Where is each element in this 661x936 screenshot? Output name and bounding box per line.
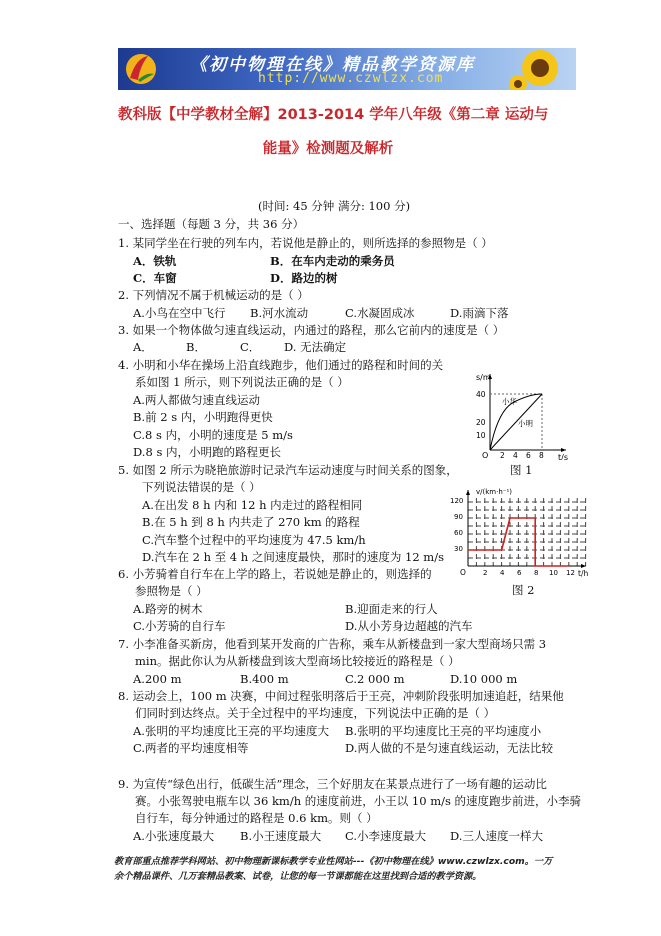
fig1-origin: O [482, 451, 489, 460]
q8-option-d: D.两人做的不是匀速直线运动，无法比较 [345, 741, 553, 755]
q2-stem: 2. 下列情况不属于机械运动的是（ ） [118, 288, 309, 302]
fig2-ytick-120: 120 [450, 497, 464, 505]
fig1-xlabel: t/s [558, 453, 568, 460]
q6-option-c: C.小芳骑的自行车 [133, 619, 226, 633]
doc-title-line2: 能量》检测题及解析 [262, 141, 394, 157]
fig2-ytick-30: 30 [454, 545, 463, 553]
q7-option-c: C.2 000 m [345, 672, 405, 686]
fig1-label-xiaoming: 小明 [518, 419, 533, 428]
fig1-xtick-4: 4 [513, 451, 518, 460]
fig2-xlabel: t/h [578, 569, 589, 578]
q4-stem-line2: 系如图 1 所示，则下列说法正确的是（ ） [135, 375, 349, 389]
q8-option-a: A.张明的平均速度比王亮的平均速度大 [133, 724, 329, 738]
q3-option-d: D. 无法确定 [284, 340, 347, 354]
q5-option-b: B.在 5 h 到 8 h 内共走了 270 km 的路程 [142, 515, 360, 529]
q1-option-a: A．铁轨 [133, 254, 177, 268]
fig1-label-xiaohua: 小华 [502, 397, 517, 406]
q7-stem-line2: min。据此你认为从新楼盘到该大型商场比较接近的路程是（ ） [135, 654, 460, 668]
q6-option-d: D.从小芳身边超越的汽车 [345, 619, 473, 633]
figure-1-caption: 图 1 [510, 463, 533, 477]
q9-stem-line2: 赛。小张驾驶电瓶车以 36 km/h 的速度前进，小王以 10 m/s 的速度跑步前进，小李骑 [135, 794, 582, 808]
fig1-x-arrow [561, 448, 566, 452]
q9-stem-line3: 自行车，每分钟通过的路程是 0.6 km。则（ ） [135, 811, 378, 825]
q5-option-c: C.汽车整个过程中的平均速度为 47.5 km/h [142, 533, 366, 547]
q2-option-a: A.小鸟在空中飞行 [133, 306, 226, 320]
q3-option-a: A． [133, 340, 153, 354]
q8-stem-line1: 8. 运动会上，100 m 决赛，中间过程张明落后于王亮，冲刺阶段张明加速追赶，结果他 [118, 689, 564, 703]
site-logo-icon [124, 52, 158, 86]
q6-stem-line2: 参照物是（ ） [135, 584, 208, 598]
q4-option-d: D.8 s 内，小明跑的路程更长 [133, 445, 281, 459]
fig1-ytick-20: 20 [476, 418, 486, 427]
q9-option-a: A.小张速度最大 [133, 829, 214, 843]
fig2-xtick-8: 8 [534, 569, 539, 577]
fig2-ytick-60: 60 [454, 529, 463, 537]
q7-option-b: B.400 m [240, 672, 289, 686]
site-banner [118, 48, 576, 90]
q2-option-c: C.水凝固成冰 [345, 306, 415, 320]
q5-option-a: A.在出发 8 h 内和 12 h 内走过的路程相同 [142, 498, 363, 512]
q1-option-c: C．车窗 [133, 271, 177, 285]
q5-stem-line2: 下列说法错误的是（ ） [142, 480, 261, 494]
q9-option-d: D.三人速度一样大 [450, 829, 543, 843]
fig2-origin: O [460, 568, 466, 577]
page-footer [114, 854, 554, 884]
q8-option-b: B.张明的平均速度比王亮的平均速度小 [345, 724, 542, 738]
q1-option-b: B．在车内走动的乘务员 [270, 254, 395, 268]
q6-option-a: A.路旁的树木 [133, 602, 203, 616]
q3-option-b: B． [186, 340, 206, 354]
fig1-xtick-2: 2 [500, 451, 505, 460]
q1-option-d: D．路边的树 [270, 271, 338, 285]
fig2-xtick-6: 6 [517, 569, 522, 577]
section-heading: 一、选择题（每题 3 分，共 36 分） [118, 217, 305, 231]
footer-line2: 余个精品课件、几万套精品教案、试卷，让您的每一节课都能在这里找到合适的教学资源。 [114, 871, 482, 882]
fig2-ylabel: v/(km·h⁻¹) [476, 488, 512, 496]
fig1-ytick-40: 40 [476, 390, 486, 399]
fig1-ytick-10: 10 [476, 431, 486, 440]
q5-option-d: D.汽车在 2 h 至 4 h 之间速度最快，那时的速度为 12 m/s [142, 550, 444, 564]
q4-stem-line1: 4. 小明和小华在操场上沿直线跑步，他们通过的路程和时间的关 [118, 358, 444, 372]
fig2-xtick-2: 2 [483, 569, 488, 577]
q7-option-d: D.10 000 m [450, 672, 518, 686]
fig2-y-arrow [466, 490, 470, 495]
q6-option-b: B.迎面走来的行人 [345, 602, 438, 616]
figure-1-graph [474, 370, 570, 460]
q2-option-b: B.河水流动 [250, 306, 309, 320]
q9-stem-line1: 9. 为宣传“绿色出行，低碳生活”理念，三个好朋友在某景点进行了一场有趣的运动比 [118, 777, 547, 791]
q7-option-a: A.200 m [133, 672, 182, 686]
q7-stem-line1: 7. 小李准备买新房，他看到某开发商的广告称，乘车从新楼盘到一家大型商场只需 3 [118, 637, 547, 651]
fig1-xtick-6: 6 [526, 451, 531, 460]
banner-url[interactable]: http://www.czwlzx.com [258, 71, 444, 86]
fig2-xtick-12: 12 [566, 569, 575, 577]
q4-option-b: B.前 2 s 内，小明跑得更快 [133, 410, 273, 424]
q3-stem: 3. 如果一个物体做匀速直线运动，内通过的路程，那么它前内的速度是（ ） [118, 323, 505, 337]
q9-option-b: B.小王速度最大 [240, 829, 322, 843]
banner-title: 《初中物理在线》精品教学资源库 [190, 55, 475, 75]
q3-option-c: C． [240, 340, 261, 354]
footer-line1: 教育部重点推荐学科网站、初中物理新课标教学专业性网站---《初中物理在线》www.czwlzx.com。一万 [114, 856, 553, 867]
fig1-ylabel: s/m [476, 373, 491, 382]
fig2-xtick-4: 4 [500, 569, 505, 577]
q8-stem-line2: 们同时到达终点。关于全过程中的平均速度，下列说法中正确的是（ ） [135, 706, 496, 720]
fig2-xtick-10: 10 [549, 569, 558, 577]
sunflower-icon [510, 48, 570, 90]
exam-info: (时间: 45 分钟 满分: 100 分) [258, 199, 411, 213]
q4-option-a: A.两人都做匀速直线运动 [133, 393, 260, 407]
q2-option-d: D.雨滴下落 [450, 306, 509, 320]
fig2-ytick-90: 90 [454, 513, 463, 521]
q8-option-c: C.两者的平均速度相等 [133, 741, 249, 755]
q4-option-c: C.8 s 内，小明的速度是 5 m/s [133, 428, 293, 442]
doc-title-line1: 教科版【中学教材全解】2013-2014 学年八年级《第二章 运动与 [118, 107, 549, 123]
q9-option-c: C.小李速度最大 [345, 829, 427, 843]
q1-stem: 1. 某同学坐在行驶的列车内，若说他是静止的，则所选择的参照物是（ ） [118, 236, 493, 250]
figure-2-caption: 图 2 [512, 583, 535, 597]
q5-stem-line1: 5. 如图 2 所示为晓艳旅游时记录汽车运动速度与时间关系的图象， [118, 463, 458, 477]
fig1-xtick-8: 8 [539, 451, 544, 460]
q6-stem-line1: 6. 小芳骑着自行车在上学的路上，若说她是静止的，则选择的 [118, 567, 432, 581]
figure-2-graph [446, 486, 592, 580]
